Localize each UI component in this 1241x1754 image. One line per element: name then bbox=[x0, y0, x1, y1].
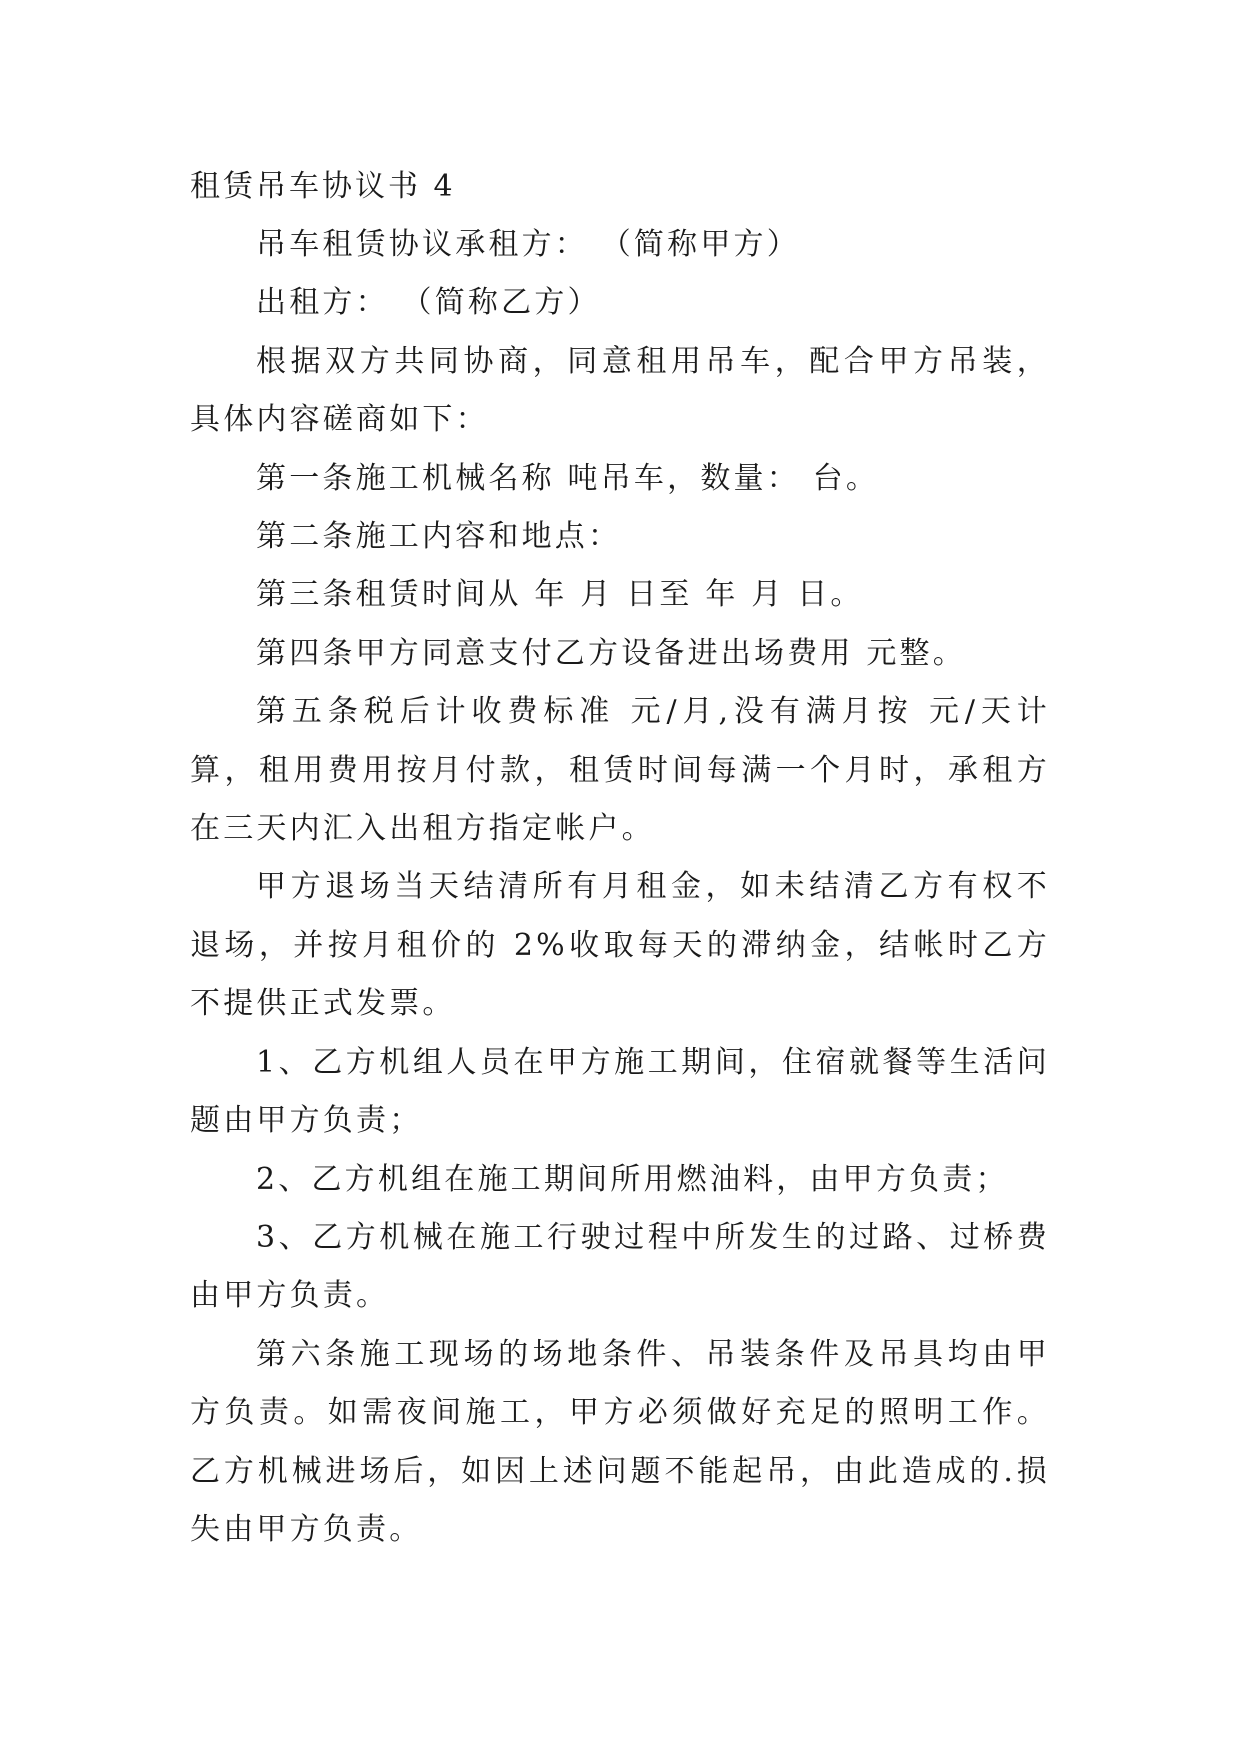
paragraph-article-3: 第三条租赁时间从 年 月 日至 年 月 日。 bbox=[256, 577, 864, 613]
paragraph-article-5: 第五条税后计收费标准 元/月,没有满月按 元/天计算，租用费用按月付款，租赁时间每满一个月时，承租方在三天内汇入出租方指定帐户。 bbox=[190, 694, 1050, 847]
paragraph-article-4: 第四条甲方同意支付乙方设备进出场费用 元整。 bbox=[256, 635, 966, 671]
paragraph-article-1: 第一条施工机械名称 吨吊车，数量： 台。 bbox=[256, 460, 880, 496]
document-title: 租赁吊车协议书 4 bbox=[190, 169, 456, 204]
paragraph-lessee: 吊车租赁协议承租方： （简称甲方） bbox=[256, 227, 800, 262]
paragraph-item-1: 1、乙方机组人员在甲方施工期间，住宿就餐等生活问题由甲方负责； bbox=[190, 1044, 1050, 1139]
paragraph-lessor: 出租方： （简称乙方） bbox=[256, 285, 601, 321]
paragraph-article-6: 第六条施工现场的场地条件、吊装条件及吊具均由甲方负责。如需夜间施工，甲方必须做好充足的照明工作。乙方机械进场后，如因上述问题不能起吊，由此造成的.损失由甲方负责。 bbox=[190, 1336, 1050, 1547]
paragraph-item-3: 3、乙方机械在施工行驶过程中所发生的过路、过桥费由甲方负责。 bbox=[190, 1219, 1050, 1314]
document-page bbox=[190, 158, 1050, 1559]
paragraph-article-2: 第二条施工内容和地点： bbox=[256, 519, 622, 555]
paragraph-settlement: 甲方退场当天结清所有月租金，如未结清乙方有权不退场，并按月租价的 2%收取每天的滞纳金，结帐时乙方不提供正式发票。 bbox=[190, 869, 1050, 1022]
paragraph-item-2: 2、乙方机组在施工期间所用燃油料，由甲方负责； bbox=[256, 1161, 1009, 1197]
paragraph-intro: 根据双方共同协商，同意租用吊车，配合甲方吊装，具体内容磋商如下： bbox=[190, 343, 1050, 438]
